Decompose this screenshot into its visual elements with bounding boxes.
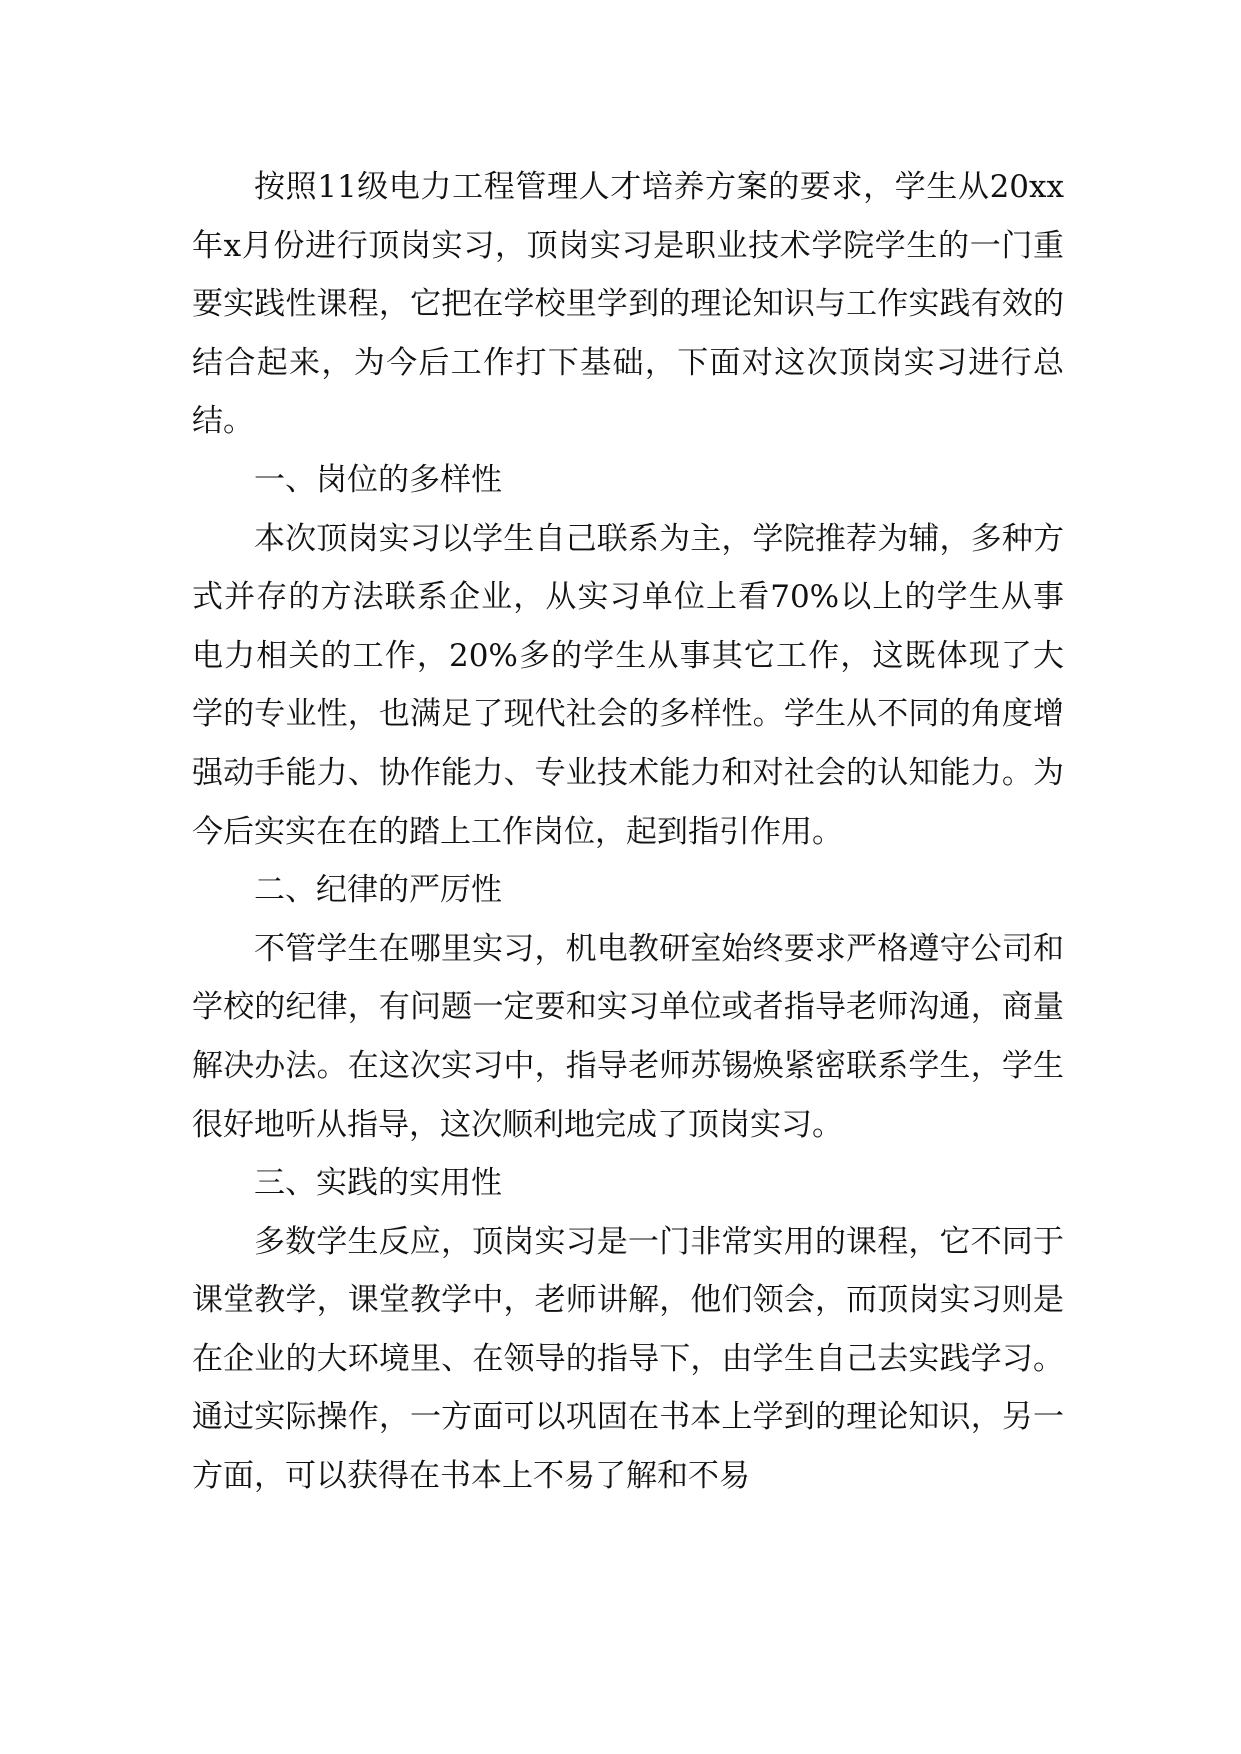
intro-paragraph: 按照11级电力工程管理人才培养方案的要求，学生从20xx年x月份进行顶岗实习，顶岗实习是职业技术学院学生的一门重要实践性课程，它把在学校里学到的理论知识与工作实践有效的结合起来，为今后工作打下基础，下面对这次顶岗实习进行总结。 (192, 169, 1064, 440)
section-heading-1: 一、岗位的多样性 (254, 461, 502, 498)
section-body-2: 不管学生在哪里实习，机电教研室始终要求严格遵守公司和学校的纪律，有问题一定要和实习单位或者指导老师沟通，商量解决办法。在这次实习中，指导老师苏锡焕紧密联系学生，学生很好地听从指导，这次顺利地完成了顶岗实习。 (192, 930, 1064, 1143)
document-body (192, 158, 1064, 1506)
section-body-1: 本次顶岗实习以学生自己联系为主，学院推荐为辅，多种方式并存的方法联系企业，从实习单位上看70%以上的学生从事电力相关的工作，20%多的学生从事其它工作，这既体现了大学的专业性，也满足了现代社会的多样性。学生从不同的角度增强动手能力、协作能力、专业技术能力和对社会的认知能力。为今后实实在在的踏上工作岗位，起到指引作用。 (192, 520, 1064, 850)
section-body-3: 多数学生反应，顶岗实习是一门非常实用的课程，它不同于课堂教学，课堂教学中，老师讲解，他们领会，而顶岗实习则是在企业的大环境里、在领导的指导下，由学生自己去实践学习。通过实际操作，一方面可以巩固在书本上学到的理论知识，另一方面，可以获得在书本上不易了解和不易 (192, 1223, 1064, 1495)
section-heading-2: 二、纪律的严厉性 (254, 872, 502, 909)
section-heading-3: 三、实践的实用性 (254, 1165, 502, 1202)
